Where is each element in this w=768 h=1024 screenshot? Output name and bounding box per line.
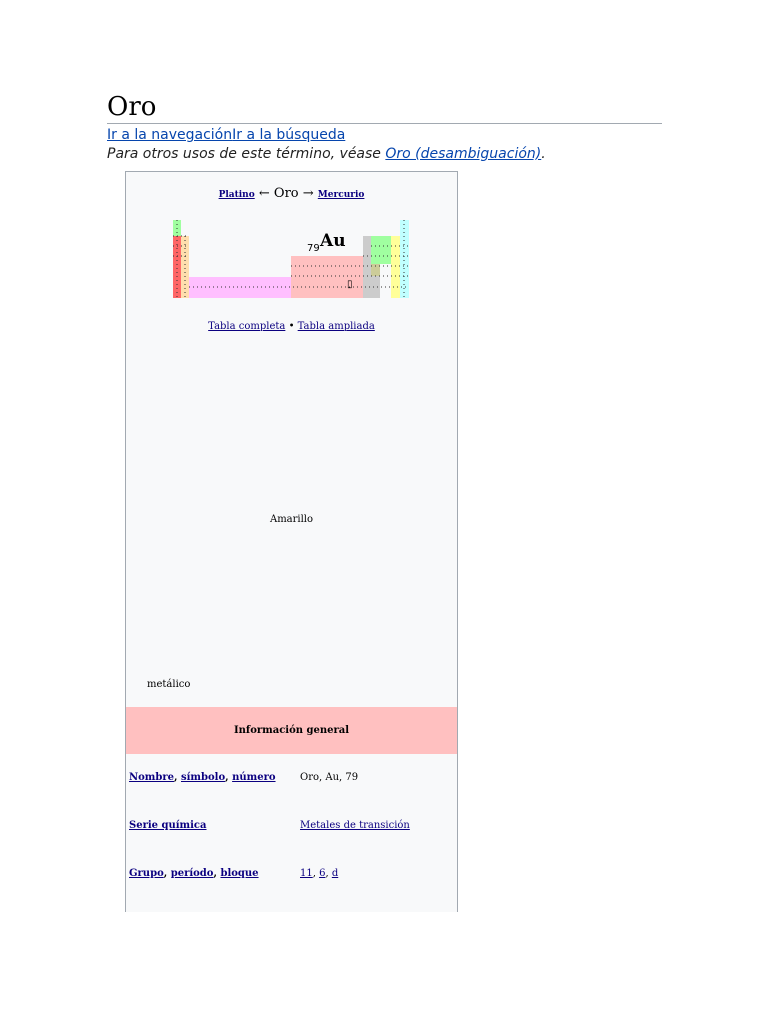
prev-element-link[interactable]: Platino bbox=[218, 190, 255, 200]
next-element-link[interactable]: Mercurio bbox=[317, 190, 365, 200]
label-link-simbolo[interactable]: símbolo bbox=[180, 772, 226, 783]
current-element-name: Oro bbox=[273, 186, 299, 201]
atomic-number: 79 bbox=[307, 243, 320, 254]
position-marker: ▯ bbox=[347, 279, 353, 290]
right-arrow-icon: → bbox=[302, 186, 314, 201]
table-links-separator: • bbox=[288, 321, 295, 332]
row-value: Oro, Au, 79 bbox=[300, 772, 359, 783]
value-link-bloque[interactable]: d bbox=[331, 868, 339, 879]
table-links bbox=[126, 321, 457, 332]
row-label: Nombre, símbolo, número bbox=[129, 772, 276, 783]
pt-block-d bbox=[291, 256, 363, 298]
label-link-bloque[interactable]: bloque bbox=[220, 868, 259, 879]
full-table-link[interactable]: Tabla completa bbox=[208, 321, 286, 332]
value-link-grupo[interactable]: 11 bbox=[300, 868, 313, 879]
label-link-grupo[interactable]: Grupo bbox=[129, 868, 164, 879]
element-navigation bbox=[126, 186, 457, 201]
label-link-numero[interactable]: número bbox=[232, 772, 276, 783]
pt-block-nonmetal bbox=[371, 236, 391, 264]
extended-table-link[interactable]: Tabla ampliada bbox=[297, 321, 375, 332]
value-link-periodo[interactable]: 6 bbox=[319, 868, 326, 879]
pt-block-halogen bbox=[391, 236, 400, 298]
disambiguation-link[interactable]: Oro (desambiguación) bbox=[385, 146, 542, 162]
jump-to-navigation-link[interactable]: Ir a la navegación bbox=[107, 127, 233, 143]
jump-links bbox=[107, 127, 345, 143]
row-label: Grupo, período, bloque bbox=[129, 868, 259, 879]
jump-to-search-link[interactable]: Ir a la búsqueda bbox=[232, 127, 346, 143]
hatnote-prefix: Para otros usos de este término, véase bbox=[107, 146, 386, 162]
left-arrow-icon: ← bbox=[258, 186, 270, 201]
hatnote bbox=[107, 146, 546, 162]
infobox-row-name bbox=[126, 754, 457, 802]
pt-block-noble bbox=[400, 220, 409, 298]
periodic-table-thumbnail[interactable] bbox=[173, 220, 409, 300]
metallic-text: metálico bbox=[147, 679, 191, 690]
element-infobox bbox=[125, 171, 458, 912]
infobox-row-series bbox=[126, 802, 457, 850]
appearance-value: Amarillo bbox=[269, 514, 314, 525]
label-link-nombre[interactable]: Nombre bbox=[129, 772, 175, 783]
infobox-row-group bbox=[126, 850, 457, 898]
label-link-periodo[interactable]: período bbox=[170, 868, 214, 879]
section-header-general: Información general bbox=[126, 707, 457, 754]
element-symbol: Au bbox=[320, 231, 346, 251]
row-value: 11, 6, d bbox=[300, 868, 339, 879]
hatnote-suffix: . bbox=[541, 146, 546, 162]
label-link-serie-quimica[interactable]: Serie química bbox=[129, 820, 207, 831]
value-link-metales-transicion[interactable]: Metales de transición bbox=[300, 820, 410, 831]
title-divider bbox=[107, 123, 662, 124]
row-label bbox=[129, 802, 207, 850]
row-value bbox=[300, 802, 410, 850]
page-title: Oro bbox=[107, 92, 157, 122]
